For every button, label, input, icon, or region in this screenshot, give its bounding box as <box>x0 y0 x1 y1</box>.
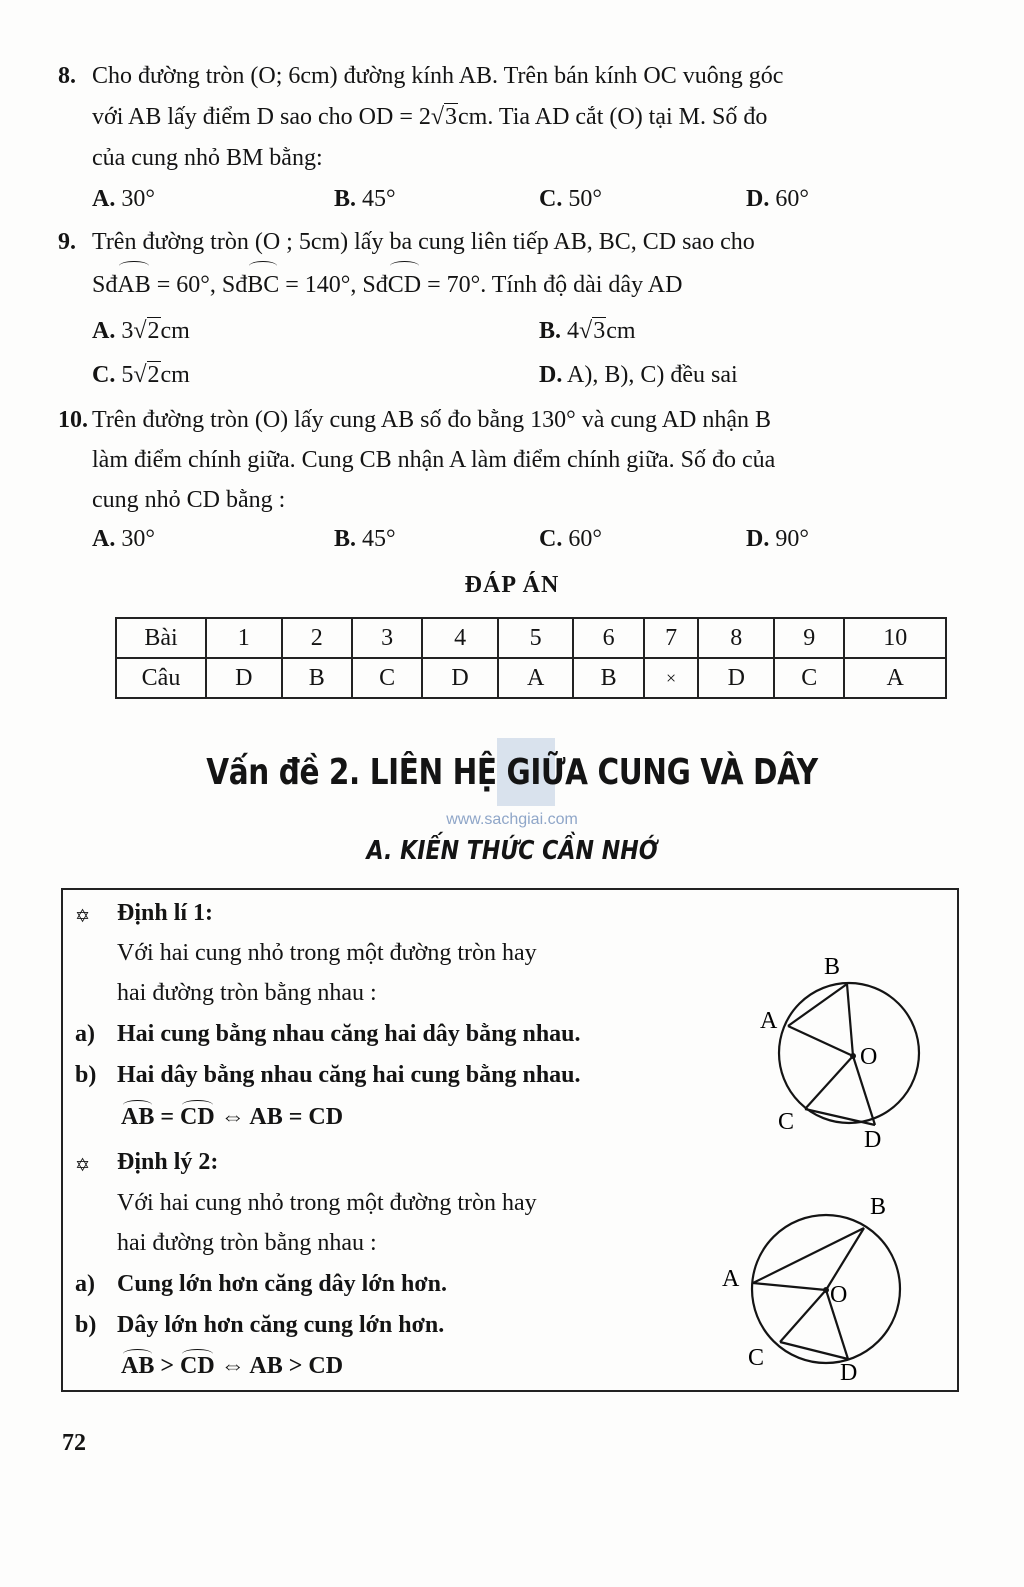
theorem-statement: Cung lớn hơn căng dây lớn hơn. <box>117 1271 447 1297</box>
radius-oc <box>780 1290 826 1342</box>
star-bullet-icon: ✡ <box>75 1155 91 1175</box>
table-row <box>116 618 946 658</box>
chord-cd <box>780 1342 848 1359</box>
option-b: B. 45° <box>334 186 396 212</box>
table-cell: 8 <box>698 618 774 658</box>
option-b: B. 45° <box>334 526 396 552</box>
star-bullet-icon: ✡ <box>75 906 91 926</box>
question-text-line: Trên đường tròn (O) lấy cung AB số đo bằng 130° và cung AD nhận B <box>92 407 772 433</box>
table-cell: C <box>774 658 844 698</box>
theorem-intro: Với hai cung nhỏ trong một đường tròn hay <box>117 1190 537 1216</box>
theorem-statement: Hai dây bằng nhau căng hai cung bằng nhau. <box>117 1062 581 1088</box>
theorem-statement: Hai cung bằng nhau căng hai dây bằng nhau. <box>117 1021 581 1047</box>
table-cell: 6 <box>573 618 643 658</box>
table-cell: 3 <box>352 618 422 658</box>
table-cell: D <box>698 658 774 698</box>
theorem-intro: hai đường tròn bằng nhau : <box>117 1230 377 1256</box>
point-label: C <box>748 1345 765 1371</box>
sqrt-symbol: √3 <box>430 104 458 130</box>
radius-oc <box>805 1056 853 1109</box>
option-a: A. 3√2cm <box>92 318 190 344</box>
option-c: C. 5√2cm <box>92 362 190 388</box>
table-cell: A <box>498 658 574 698</box>
option-d: D. A), B), C) đều sai <box>539 362 738 388</box>
table-cell: C <box>352 658 422 698</box>
center-point <box>850 1053 856 1059</box>
answer-key-title: ĐÁP ÁN <box>464 572 560 598</box>
radius-oa <box>753 1283 826 1290</box>
table-cell: 5 <box>498 618 574 658</box>
point-label: D <box>840 1360 858 1380</box>
point-label: A <box>722 1266 740 1292</box>
point-label: O <box>860 1044 878 1070</box>
option-d: D. 60° <box>746 186 809 212</box>
table-cell: 2 <box>282 618 352 658</box>
table-cell: B <box>282 658 352 698</box>
question-number: 8. <box>58 63 76 89</box>
theorem-intro: hai đường tròn bằng nhau : <box>117 980 377 1006</box>
question-text-line: SđAB = 60°, SđBC = 140°, SđCD = 70°. Tính độ dài dây AD <box>92 265 682 306</box>
table-cell: 4 <box>422 618 498 658</box>
center-point <box>823 1287 829 1293</box>
option-a: A. 30° <box>92 526 155 552</box>
item-label: b) <box>75 1062 97 1088</box>
question-text-line: Trên đường tròn (O ; 5cm) lấy ba cung liên tiếp AB, BC, CD sao cho <box>92 229 755 255</box>
watermark-text: www.sachgiai.com <box>446 811 578 828</box>
theorem-formula: AB = CD ⇔ AB = CD <box>121 1104 344 1130</box>
option-a: A. 30° <box>92 186 155 212</box>
table-header-cell: Bài <box>116 618 206 658</box>
point-label: O <box>830 1282 848 1308</box>
table-cell: D <box>422 658 498 698</box>
table-cell: 7 <box>644 618 699 658</box>
arc-bc: BC <box>247 265 279 306</box>
table-cell: 1 <box>206 618 282 658</box>
answer-key-table <box>115 617 947 699</box>
option-b: B. 4√3cm <box>539 318 636 344</box>
theorem-title: Định lý 2: <box>117 1149 219 1175</box>
theorem-intro: Với hai cung nhỏ trong một đường tròn hay <box>117 940 537 966</box>
question-text-line: cung nhỏ CD bằng : <box>92 487 286 513</box>
table-row <box>116 658 946 698</box>
arc-cd: CD <box>388 265 421 306</box>
table-cell: 9 <box>774 618 844 658</box>
section-title: Vấn đề 2. LIÊN HỆ GIỮA CUNG VÀ DÂY <box>206 752 818 793</box>
theorem-formula: AB > CD ⇔ AB > CD <box>121 1353 344 1379</box>
theorem-statement: Dây lớn hơn căng cung lớn hơn. <box>117 1312 445 1338</box>
question-number: 10. <box>58 407 88 433</box>
option-c: C. 50° <box>539 186 602 212</box>
point-label: C <box>778 1109 795 1135</box>
table-cell: 10 <box>844 618 946 658</box>
circle-figure-2 <box>710 1180 940 1380</box>
table-cell: B <box>573 658 643 698</box>
point-label: A <box>760 1008 778 1034</box>
circle-figure-1 <box>740 940 960 1150</box>
table-cell: × <box>644 658 699 698</box>
radius-oa <box>788 1026 853 1056</box>
arc-ab: AB <box>117 265 150 306</box>
item-label: a) <box>75 1271 95 1297</box>
question-text-line: Cho đường tròn (O; 6cm) đường kính AB. Trên bán kính OC vuông góc <box>92 63 784 89</box>
theorem-title: Định lí 1: <box>117 900 214 926</box>
point-label: B <box>824 954 841 980</box>
radius-ob <box>847 984 853 1056</box>
question-text-line: với AB lấy điểm D sao cho OD = 2√3cm. Tia AD cắt (O) tại M. Số đo <box>92 97 767 138</box>
question-text-line: của cung nhỏ BM bằng: <box>92 145 323 171</box>
table-cell: D <box>206 658 282 698</box>
table-cell: A <box>844 658 946 698</box>
point-label: B <box>870 1194 887 1220</box>
option-d: D. 90° <box>746 526 809 552</box>
question-number: 9. <box>58 229 76 255</box>
question-text-line: làm điểm chính giữa. Cung CB nhận A làm điểm chính giữa. Số đo của <box>92 447 776 473</box>
section-subtitle: A. KIẾN THỨC CẦN NHỚ <box>366 836 658 866</box>
point-label: D <box>864 1127 882 1150</box>
item-label: b) <box>75 1312 97 1338</box>
table-header-cell: Câu <box>116 658 206 698</box>
option-c: C. 60° <box>539 526 602 552</box>
page-number: 72 <box>62 1430 86 1456</box>
item-label: a) <box>75 1021 95 1047</box>
